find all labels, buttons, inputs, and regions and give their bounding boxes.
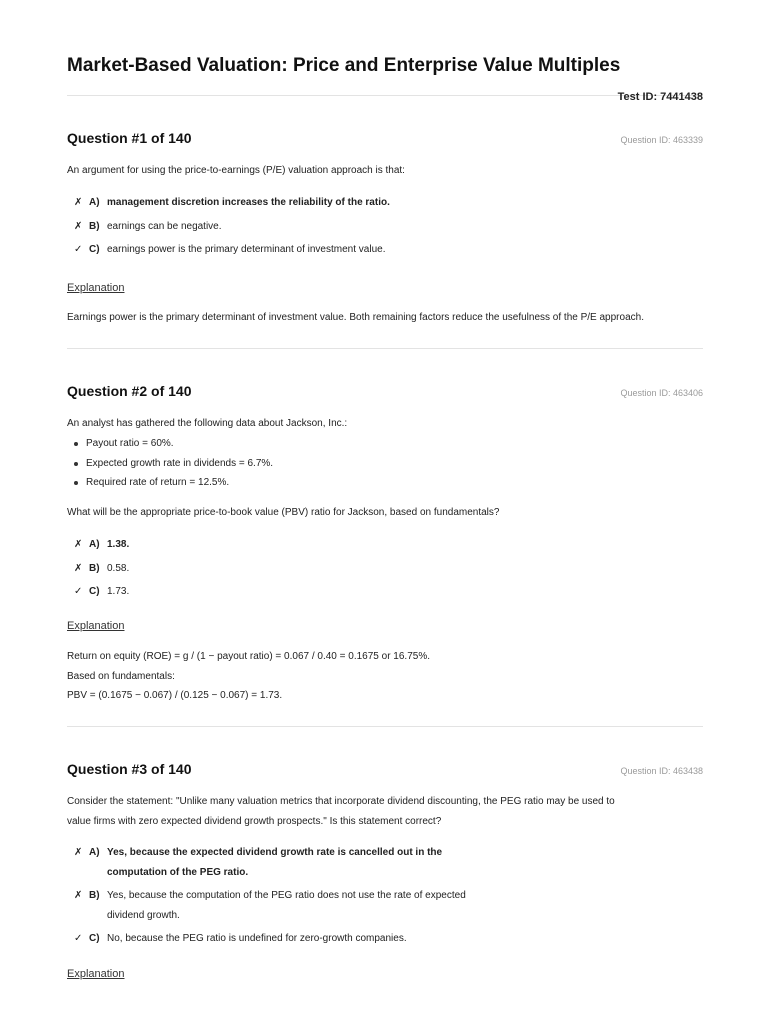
list-item [67,473,273,493]
question-header [67,130,703,152]
option-a[interactable] [67,535,703,555]
page-title: Market-Based Valuation: Price and Enterprise Value Multiples [67,55,621,76]
option-letter: C) [89,586,100,597]
cross-icon: ✗ [74,197,83,208]
stem-line: Consider the statement: "Unlike many valuation metrics that incorporate dividend discounting, the PEG ratio may be used to [67,796,615,807]
option-text [107,886,507,925]
option-c[interactable] [67,929,703,949]
question-stem: An argument for using the price-to-earnings (P/E) valuation approach is that: [67,165,405,176]
question-divider [67,348,703,349]
option-text-line: Yes, because the computation of the PEG ratio does not use the rate of expected [107,890,466,901]
cross-icon: ✗ [74,539,83,550]
explanation-link[interactable]: Explanation [67,968,125,980]
option-b[interactable] [67,217,703,237]
bullet-icon [74,481,78,485]
explanation-line: PBV = (0.1675 − 0.067) / (0.125 − 0.067) = 1.73. [67,690,283,701]
answer-options [67,535,703,602]
list-item [67,454,273,474]
option-letter: A) [89,197,100,208]
option-text: management discretion increases the reliability of the ratio. [107,197,390,208]
question-title: Question #2 of 140 [67,383,192,399]
option-letter: A) [89,847,100,858]
option-text-line: dividend growth. [107,909,180,921]
check-icon: ✓ [74,244,83,255]
title-divider [67,95,703,96]
question-header [67,383,703,405]
answer-options [67,193,703,260]
cross-icon: ✗ [74,562,83,574]
option-b[interactable] [67,886,703,925]
question-stem [67,792,703,832]
question-2 [67,383,703,701]
list-item-text: Required rate of return = 12.5%. [86,477,230,488]
question-id: Question ID: 463339 [620,135,703,145]
option-text: 0.58. [107,562,130,574]
list-item-text: Expected growth rate in dividends = 6.7%. [86,457,274,469]
explanation-text [67,647,703,706]
option-text [107,843,507,882]
option-text-line: Yes, because the expected dividend growth rate is cancelled out in the [107,847,443,858]
check-icon: ✓ [74,933,83,944]
cross-icon: ✗ [74,890,83,901]
question-title: Question #3 of 140 [67,761,192,777]
answer-options [67,843,703,949]
bullet-icon [74,442,78,446]
option-text: earnings can be negative. [107,220,222,232]
option-letter: C) [89,933,100,944]
cross-icon: ✗ [74,847,83,858]
bullet-icon [74,462,78,466]
question-id: Question ID: 463406 [620,388,703,398]
explanation-line: Based on fundamentals: [67,670,175,682]
data-list [67,434,273,493]
question-prompt: What will be the appropriate price-to-book value (PBV) ratio for Jackson, based on fundamentals? [67,507,500,518]
option-c[interactable] [67,240,703,260]
question-3 [67,761,703,980]
question-stem: An analyst has gathered the following data about Jackson, Inc.: [67,418,348,429]
option-text-line: computation of the PEG ratio. [107,866,249,878]
option-letter: B) [89,220,100,232]
question-1 [67,130,703,323]
option-text: earnings power is the primary determinant of investment value. [107,244,386,255]
option-letter: B) [89,562,100,574]
cross-icon: ✗ [74,220,83,232]
option-c[interactable] [67,582,703,602]
option-letter: B) [89,890,100,901]
check-icon: ✓ [74,586,83,597]
option-text: 1.73. [107,586,130,597]
option-b[interactable] [67,559,703,579]
test-id: Test ID: 7441438 [617,91,703,103]
list-item-text: Payout ratio = 60%. [86,438,174,449]
explanation-line: Return on equity (ROE) = g / (1 − payout ratio) = 0.067 / 0.40 = 0.1675 or 16.75%. [67,651,430,662]
stem-line: value firms with zero expected dividend growth prospects." Is this statement correct? [67,816,442,827]
option-text: 1.38. [107,539,130,550]
option-text [107,929,507,949]
explanation-link[interactable]: Explanation [67,282,125,294]
question-title: Question #1 of 140 [67,130,192,146]
option-a[interactable] [67,843,703,882]
option-letter: C) [89,244,100,255]
explanation-line: Earnings power is the primary determinant of investment value. Both remaining factors reduce the usefulness of the P/E approach. [67,312,644,323]
explanation-link[interactable]: Explanation [67,620,125,632]
question-divider [67,726,703,727]
explanation-text [67,308,703,328]
question-header [67,761,703,783]
question-id: Question ID: 463438 [620,766,703,776]
option-letter: A) [89,539,100,550]
list-item [67,434,273,454]
option-a[interactable] [67,193,703,213]
option-text-line: No, because the PEG ratio is undefined for zero-growth companies. [107,933,407,944]
